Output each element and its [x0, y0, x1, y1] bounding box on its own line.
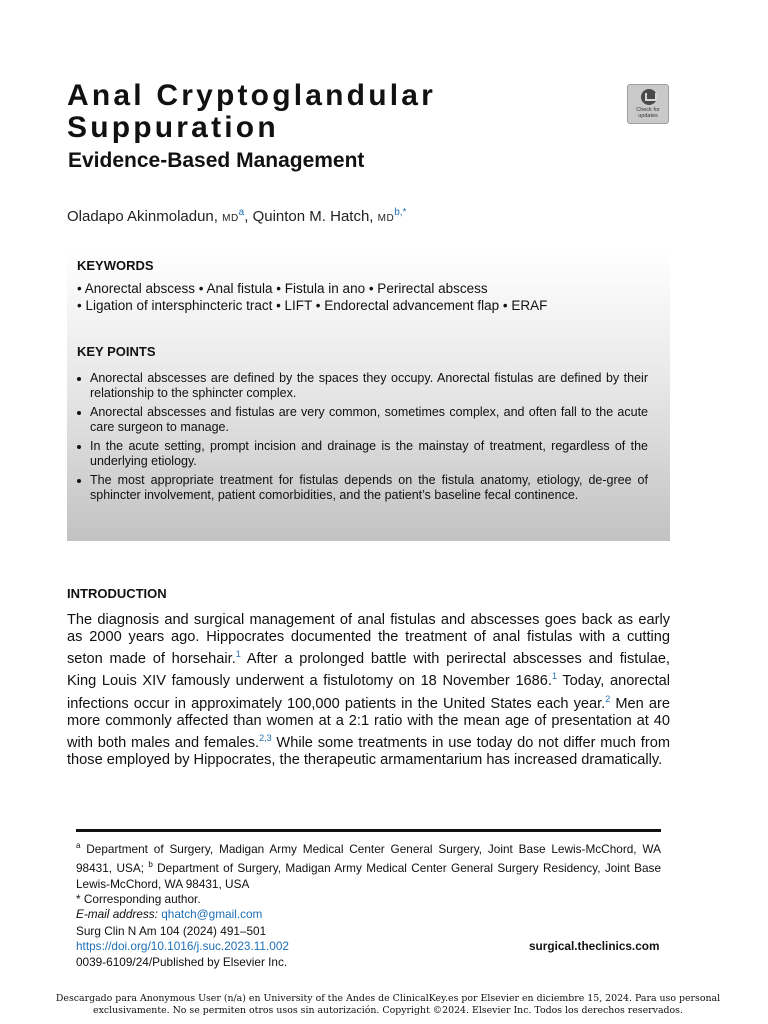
reference-link[interactable]: 2	[605, 693, 611, 704]
keywords-line-2: • Ligation of intersphincteric tract • LIFT • Endorectal advancement flap • ERAF	[77, 298, 548, 313]
author-1-degree: MD	[222, 213, 239, 224]
download-notice: Descargado para Anonymous User (n/a) en University of the Andes de ClinicalKey.es por Elsevier en diciembre 15, 2024. Para uso personal exclusivamente. No se permiten otros usos sin autorización. Copyright ©2024. Elsevier Inc. Todos los derechos reservados.	[55, 993, 721, 1016]
author-2-affiliation-link[interactable]: b,*	[394, 207, 407, 218]
reference-link[interactable]: 1	[235, 649, 241, 660]
footnote-divider	[76, 829, 661, 832]
key-point-item: The most appropriate treatment for fistulas depends on the fistula anatomy, etiology, de-gree of sphincter involvement, patient comorbidities, and the patient’s baseline fecal continence.	[77, 473, 648, 503]
journal-citation: Surg Clin N Am 104 (2024) 491–501	[76, 924, 267, 938]
corresponding-author-note: * Corresponding author.	[76, 892, 201, 907]
reference-link[interactable]: 2,3	[259, 732, 272, 743]
author-separator: ,	[244, 208, 249, 225]
introduction-paragraph: The diagnosis and surgical management of anal fistulas and abscesses goes back as early as 2000 years ago. Hippocrates documented the treatment of anal fistulas with a cutting seton made of horsehair.$^1$ After a prolonged battle with perirectal abscesses and fistulae, King Louis XIV famously underwent a fistulotomy on 18 November 1686.$^1$ Today, anorectal infections occur in approximately 100,000 patients in the United States each year.$^2$ Men are more commonly affected than women at a 2:1 ratio with the mean age of presentation at 40 with both males and females.$^{2,3}$ While some treatments in use today do not differ much from those employed by Hippocrates, the therapeutic armamentarium has increased dramatically.	[67, 612, 670, 768]
keywords-heading: KEYWORDS	[77, 258, 154, 273]
footnotes	[76, 838, 661, 923]
keywords-key-points-box	[67, 250, 670, 541]
title-line-2: Suppuration	[67, 111, 279, 144]
article-title	[67, 80, 436, 144]
email-line	[76, 907, 661, 922]
author-2-degree: MD	[377, 213, 395, 224]
author-1-affiliation-link[interactable]: a	[238, 207, 245, 218]
journal-website[interactable]: surgical.theclinics.com	[529, 939, 660, 953]
email-label: E-mail address:	[76, 907, 158, 922]
keywords-line-1: • Anorectal abscess • Anal fistula • Fistula in ano • Perirectal abscess	[77, 281, 488, 296]
author-list	[67, 207, 406, 225]
badge-label: Check for updates	[636, 107, 660, 119]
check-for-updates-badge[interactable]	[627, 84, 669, 124]
doi-link[interactable]: https://doi.org/10.1016/j.suc.2023.11.002	[76, 939, 289, 954]
key-points-heading: KEY POINTS	[77, 344, 156, 359]
citation-block	[76, 924, 289, 970]
author-2-name: Quinton M. Hatch,	[252, 208, 374, 225]
issn-line: 0039-6109/24/Published by Elsevier Inc.	[76, 954, 288, 969]
check-for-updates-icon	[641, 89, 657, 105]
key-points-list	[77, 371, 648, 507]
reference-link[interactable]: 1	[551, 671, 557, 682]
introduction-heading: INTRODUCTION	[67, 586, 167, 601]
title-line-1: Anal Cryptoglandular	[67, 79, 437, 112]
affiliations: $^a$ Department of Surgery, Madigan Army Medical Center General Surgery, Joint Base Lewis-McChord, WA 98431, USA; $^b$ Department of Surgery, Madigan Army Medical Center General Surgery Residency, Joint Base Lewis-McChord, WA 98431, USA	[76, 841, 662, 891]
author-1-name: Oladapo Akinmoladun,	[67, 208, 218, 225]
key-point-item: In the acute setting, prompt incision and drainage is the mainstay of treatment, regardless of the underlying etiology.	[77, 439, 648, 469]
key-point-item: Anorectal abscesses are defined by the spaces they occupy. Anorectal fistulas are defined by their relationship to the sphincter complex.	[77, 371, 648, 401]
key-point-item: Anorectal abscesses and fistulas are very common, sometimes complex, and often fall to the acute care surgeon to manage.	[77, 405, 648, 435]
email-link[interactable]: qhatch@gmail.com	[161, 907, 263, 922]
article-subtitle: Evidence-Based Management	[68, 149, 365, 172]
